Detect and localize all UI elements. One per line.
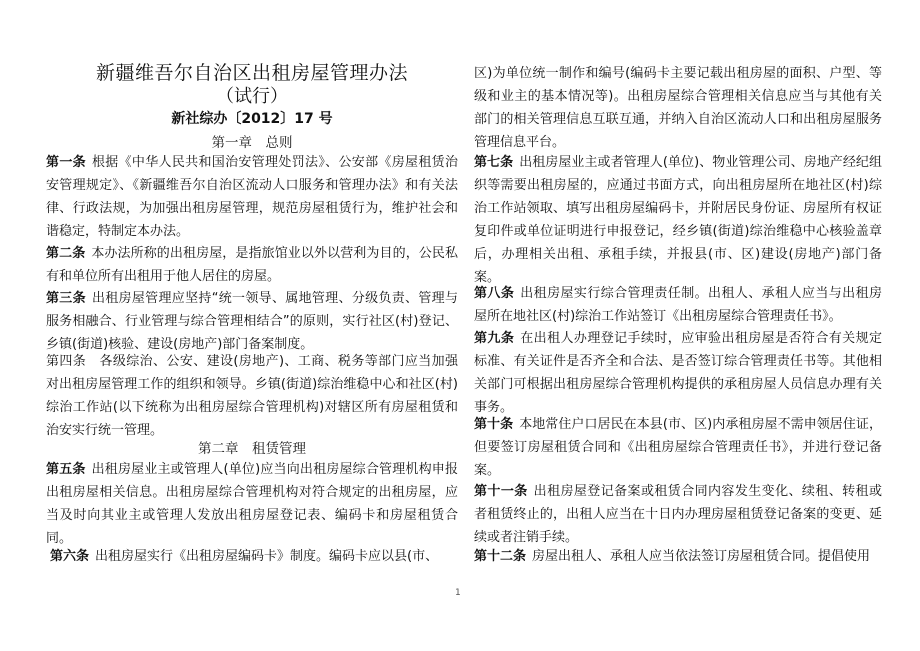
article-8: [474, 282, 882, 328]
article-text: 出租房屋管理应坚持“统一领导、属地管理、分级负责、管理与服务相融合、行业管理与综合管理相结合”的原则，实行社区(村)登记、乡镇(街道)核验、建设(房地产)部门备案制度。: [46, 291, 458, 352]
article-text: 房屋出租人、承租人应当依法签订房屋租赁合同。提倡使用: [532, 549, 871, 564]
article-3: [46, 287, 458, 356]
article-text: 本办法所称的出租房屋，是指旅馆业以外以营利为目的，公民私有和单位所有出租用于他人居住的房屋。: [46, 246, 458, 284]
article-6: [50, 545, 458, 568]
article-text: 出租房屋业主或者管理人(单位)、物业管理公司、房地产经纪组织等需要出租房屋的，应通过书面方式，向出租房屋所在地社区(村)综治工作站领取、填写出租房屋编码卡，并附居民身份证、房屋所有权证复印件或单位证明进行申报登记，经乡镇(街道)综治维稳中心核验盖章后，办理相关出租、承租手续，并报县(市、区)建设(房地产)部门备案。: [474, 155, 882, 285]
article-text: 第四条 各级综治、公安、建设(房地产)、工商、税务等部门应当加强对出租房屋管理工作的组织和领导。乡镇(街道)综治维稳中心和社区(村)综治工作站(以下统称为出租房屋综合管理机构)对辖区所有房屋租赁和治安实行统一管理。: [46, 354, 458, 438]
article-text: 出租房屋实行综合管理责任制。出租人、承租人应当与出租房屋所在地社区(村)综治工作站签订《出租房屋综合管理责任书》。: [474, 286, 882, 324]
article-text: 出租房屋登记备案或租赁合同内容发生变化、续租、转租或者租赁终止的，出租人应当在十日内办理房屋租赁登记备案的变更、延续或者注销手续。: [474, 484, 882, 545]
article-9: [474, 327, 882, 419]
chapter-heading-1: 第一章 总则: [211, 135, 293, 151]
article-7: [474, 151, 882, 289]
article-label: 第十条: [474, 417, 514, 432]
article-5: [46, 458, 458, 550]
article-label: 第九条: [474, 331, 515, 346]
article-label: 第八条: [474, 286, 515, 301]
article-10: [474, 413, 882, 482]
article-label: 第一条: [46, 155, 86, 170]
article-4: [46, 350, 458, 442]
chapter-heading-2: 第二章 租赁管理: [198, 441, 306, 457]
document-number: 新社综办〔2012〕17 号: [171, 111, 333, 127]
article-1: [46, 151, 458, 243]
article-text: 区)为单位统一制作和编号(编码卡主要记载出租房屋的面积、户型、等级和业主的基本情况等)。出租房屋综合管理相关信息应当与其他有关部门的相关管理信息互联互通，并纳入自治区流动人口和出租房屋服务管理信息平台。: [474, 66, 882, 150]
article-text: 出租房屋业主或管理人(单位)应当向出租房屋综合管理机构申报出租房屋相关信息。出租房屋综合管理机构对符合规定的出租房屋，应当及时向其业主或管理人发放出租房屋登记表、编码卡和房屋租赁合同。: [46, 462, 458, 546]
page-number: 1: [455, 588, 461, 598]
article-11: [474, 480, 882, 549]
article-label: 第十一条: [474, 484, 528, 499]
article-label: 第六条: [50, 549, 90, 564]
article-label: 第三条: [46, 291, 86, 306]
article-label: 第十二条: [474, 549, 527, 564]
document-title: 新疆维吾尔自治区出租房屋管理办法: [95, 62, 408, 84]
document-subtitle: （试行）: [216, 86, 288, 107]
article-label: 第五条: [46, 462, 86, 477]
article-label: 第七条: [474, 155, 514, 170]
article-text: 出租房屋实行《出租房屋编码卡》制度。编码卡应以县(市、: [95, 549, 439, 564]
article-6-continued: [474, 62, 882, 154]
article-12: [474, 545, 882, 568]
article-text: 在出租人办理登记手续时，应审验出租房屋是否符合有关规定标准、有关证件是否齐全和合法、是否签订综合管理责任书等。其他相关部门可根据出租房屋综合管理机构提供的承租房屋人员信息办理有关事务。: [474, 331, 882, 415]
article-text: 根据《中华人民共和国治安管理处罚法》、公安部《房屋租赁治安管理规定》、《新疆维吾尔自治区流动人口服务和管理办法》和有关法律、行政法规，为加强出租房屋管理，规范房屋租赁行为，维护社会和谐稳定，特制定本办法。: [46, 155, 458, 239]
article-text: 本地常住户口居民在本县(市、区)内承租房屋不需申领居住证，但要签订房屋租赁合同和《出租房屋综合管理责任书》，并进行登记备案。: [474, 417, 882, 478]
article-label: 第二条: [46, 246, 86, 261]
article-2: [46, 242, 458, 288]
